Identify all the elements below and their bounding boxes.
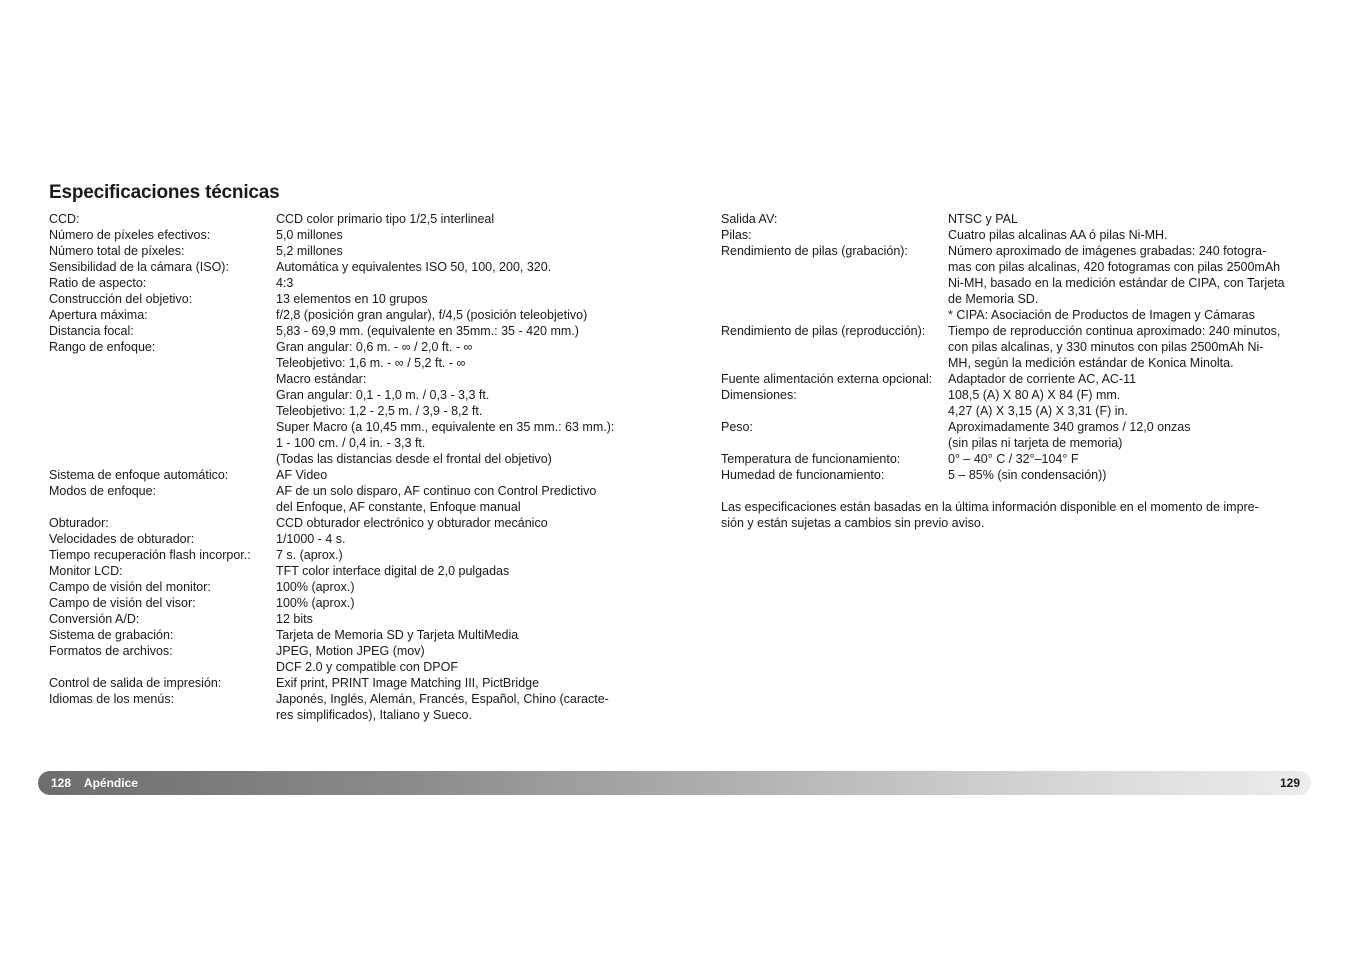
spec-values	[948, 387, 1311, 419]
spec-value: Super Macro (a 10,45 mm., equivalente en 35 mm.: 63 mm.):	[276, 420, 615, 434]
spec-label: Modos de enfoque:	[49, 484, 157, 498]
spec-row	[49, 563, 649, 579]
spec-row	[49, 531, 649, 547]
spec-value: 0° – 40° C / 32°–104° F	[948, 452, 1079, 466]
spec-label: Campo de visión del visor:	[49, 596, 196, 610]
spec-values	[276, 627, 649, 643]
spec-row	[49, 515, 649, 531]
left-page-number: 128	[51, 776, 72, 790]
spec-label: Construcción del objetivo:	[49, 292, 193, 306]
spec-value: 4,27 (A) X 3,15 (A) X 3,31 (F) in.	[948, 404, 1128, 418]
spec-values	[276, 243, 649, 259]
spec-label: Conversión A/D:	[49, 612, 140, 626]
spec-values	[276, 563, 649, 579]
spec-label: Control de salida de impresión:	[49, 676, 222, 690]
spec-value: 5,83 - 69,9 mm. (equivalente en 35mm.: 35 - 420 mm.)	[276, 324, 579, 338]
spec-value: 100% (aprox.)	[276, 580, 355, 594]
spec-value: * CIPA: Asociación de Productos de Imagen y Cámaras	[948, 308, 1255, 322]
spec-row	[49, 483, 649, 515]
spec-value: con pilas alcalinas, y 330 minutos con pilas 2500mAh Ni-	[948, 340, 1264, 354]
spec-values	[276, 467, 649, 483]
spec-row	[49, 611, 649, 627]
spec-values	[276, 595, 649, 611]
spec-list-right	[721, 211, 1311, 531]
spec-row	[49, 547, 649, 563]
spec-row	[721, 467, 1311, 483]
spec-value: Cuatro pilas alcalinas AA ó pilas Ni-MH.	[948, 228, 1168, 242]
spec-values	[276, 227, 649, 243]
spec-row	[721, 419, 1311, 451]
spec-value: 1 - 100 cm. / 0,4 in. - 3,3 ft.	[276, 436, 426, 450]
right-page-number: 129	[1279, 776, 1300, 790]
spec-value: Automática y equivalentes ISO 50, 100, 200, 320.	[276, 260, 552, 274]
spec-value: 5,2 millones	[276, 244, 343, 258]
spec-label: Tiempo recuperación flash incorpor.:	[49, 548, 251, 562]
spec-rows-right	[721, 211, 1311, 483]
spec-values	[276, 611, 649, 627]
page-title: Especificaciones técnicas	[49, 182, 280, 203]
spec-values	[276, 691, 649, 723]
spec-value: Tarjeta de Memoria SD y Tarjeta MultiMedia	[276, 628, 519, 642]
spec-value: CCD obturador electrónico y obturador mecánico	[276, 516, 548, 530]
spec-row	[49, 307, 649, 323]
spec-value: del Enfoque, AF constante, Enfoque manual	[276, 500, 521, 514]
spec-value: JPEG, Motion JPEG (mov)	[276, 644, 425, 658]
spec-label: Idiomas de los menús:	[49, 692, 175, 706]
spec-values	[276, 515, 649, 531]
spec-label: Sistema de grabación:	[49, 628, 174, 642]
spec-value: Aproximadamente 340 gramos / 12,0 onzas	[948, 420, 1191, 434]
spec-values	[948, 467, 1311, 483]
spec-values	[948, 323, 1311, 371]
spec-label: Monitor LCD:	[49, 564, 123, 578]
spec-value: de Memoria SD.	[948, 292, 1039, 306]
spec-row	[721, 323, 1311, 371]
spec-values	[276, 291, 649, 307]
spec-value: CCD color primario tipo 1/2,5 interlineal	[276, 212, 495, 226]
spec-values	[276, 547, 649, 563]
spec-row	[721, 387, 1311, 419]
spec-values	[276, 307, 649, 323]
spec-label: Fuente alimentación externa opcional:	[721, 372, 933, 386]
note-line: sión y están sujetas a cambios sin previo aviso.	[721, 516, 985, 530]
spec-values	[276, 531, 649, 547]
spec-values	[276, 579, 649, 595]
spec-value: Tiempo de reproducción continua aproximado: 240 minutos,	[948, 324, 1281, 338]
spec-row	[721, 243, 1311, 323]
spec-values	[276, 259, 649, 275]
spec-values	[276, 643, 649, 675]
spec-values	[948, 451, 1311, 467]
spec-value: NTSC y PAL	[948, 212, 1018, 226]
spec-row	[721, 211, 1311, 227]
spec-row	[49, 323, 649, 339]
spec-label: Obturador:	[49, 516, 109, 530]
spec-value: 4:3	[276, 276, 294, 290]
spec-label: Formatos de archivos:	[49, 644, 173, 658]
spec-label: Apertura máxima:	[49, 308, 148, 322]
spec-list-left	[49, 211, 649, 723]
spec-value: Ni-MH, basado en la medición estándar de CIPA, con Tarjeta	[948, 276, 1285, 290]
spec-value: (sin pilas ni tarjeta de memoria)	[948, 436, 1123, 450]
spec-label: Número total de píxeles:	[49, 244, 185, 258]
spec-value: Teleobjetivo: 1,2 - 2,5 m. / 3,9 - 8,2 ft.	[276, 404, 483, 418]
spec-label: Número de píxeles efectivos:	[49, 228, 211, 242]
spec-value: 7 s. (aprox.)	[276, 548, 343, 562]
spec-value: Número aproximado de imágenes grabadas: 240 fotogra-	[948, 244, 1267, 258]
footer-left	[51, 776, 148, 790]
spec-label: Ratio de aspecto:	[49, 276, 147, 290]
spec-values	[948, 371, 1311, 387]
spec-value: mas con pilas alcalinas, 420 fotogramas con pilas 2500mAh	[948, 260, 1281, 274]
spec-row	[49, 675, 649, 691]
spec-value: 12 bits	[276, 612, 313, 626]
spec-label: Temperatura de funcionamiento:	[721, 452, 901, 466]
spec-row	[49, 275, 649, 291]
spec-values	[948, 227, 1311, 243]
spec-label: Rendimiento de pilas (reproducción):	[721, 324, 926, 338]
spec-row	[721, 451, 1311, 467]
spec-row	[49, 595, 649, 611]
spec-values	[948, 419, 1311, 451]
spec-value: 100% (aprox.)	[276, 596, 355, 610]
spec-value: f/2,8 (posición gran angular), f/4,5 (posición teleobjetivo)	[276, 308, 588, 322]
section-name: Apéndice	[83, 776, 138, 790]
spec-values	[276, 675, 649, 691]
spec-label: Sensibilidad de la cámara (ISO):	[49, 260, 229, 274]
spec-value: Gran angular: 0,6 m. - ∞ / 2,0 ft. - ∞	[276, 340, 473, 354]
disclaimer-note	[721, 499, 1311, 531]
spec-label: Velocidades de obturador:	[49, 532, 195, 546]
note-line: Las especificaciones están basadas en la última información disponible en el momento de impre-	[721, 500, 1259, 514]
spec-value: Macro estándar:	[276, 372, 367, 386]
spec-values	[948, 211, 1311, 227]
spec-row	[49, 643, 649, 675]
spec-row	[49, 579, 649, 595]
spec-value: (Todas las distancias desde el frontal del objetivo)	[276, 452, 552, 466]
spec-value: 108,5 (A) X 80 A) X 84 (F) mm.	[948, 388, 1121, 402]
spec-row	[49, 291, 649, 307]
spec-values	[276, 323, 649, 339]
spec-value: Japonés, Inglés, Alemán, Francés, Español, Chino (caracte-	[276, 692, 609, 706]
spec-row	[49, 467, 649, 483]
spec-label: Salida AV:	[721, 212, 778, 226]
spec-row	[721, 371, 1311, 387]
footer-bar	[38, 771, 1311, 795]
spec-row	[49, 259, 649, 275]
spec-row	[49, 627, 649, 643]
spec-label: Sistema de enfoque automático:	[49, 468, 229, 482]
spec-value: res simplificados), Italiano y Sueco.	[276, 708, 472, 722]
spec-label: Peso:	[721, 420, 753, 434]
spec-value: DCF 2.0 y compatible con DPOF	[276, 660, 459, 674]
spec-values	[276, 339, 649, 467]
spec-label: Distancia focal:	[49, 324, 134, 338]
spec-label: CCD:	[49, 212, 80, 226]
spec-label: Pilas:	[721, 228, 752, 242]
spec-value: AF Video	[276, 468, 328, 482]
spec-label: Rango de enfoque:	[49, 340, 156, 354]
spec-value: 13 elementos en 10 grupos	[276, 292, 428, 306]
spec-value: 5,0 millones	[276, 228, 343, 242]
spec-values	[948, 243, 1311, 323]
spec-value: Adaptador de corriente AC, AC-11	[948, 372, 1137, 386]
spec-label: Humedad de funcionamiento:	[721, 468, 885, 482]
spec-label: Campo de visión del monitor:	[49, 580, 211, 594]
spec-value: Teleobjetivo: 1,6 m. - ∞ / 5,2 ft. - ∞	[276, 356, 466, 370]
spec-value: Gran angular: 0,1 - 1,0 m. / 0,3 - 3,3 ft.	[276, 388, 490, 402]
spec-value: TFT color interface digital de 2,0 pulgadas	[276, 564, 510, 578]
spec-row	[49, 243, 649, 259]
spec-value: MH, según la medición estándar de Konica Minolta.	[948, 356, 1234, 370]
spec-label: Rendimiento de pilas (grabación):	[721, 244, 908, 258]
spec-row	[49, 339, 649, 467]
spec-value: AF de un solo disparo, AF continuo con Control Predictivo	[276, 484, 597, 498]
spec-row	[721, 227, 1311, 243]
spec-value: Exif print, PRINT Image Matching III, PictBridge	[276, 676, 540, 690]
spec-values	[276, 483, 649, 515]
spec-row	[49, 211, 649, 227]
spec-values	[276, 211, 649, 227]
spec-values	[276, 275, 649, 291]
spec-row	[49, 227, 649, 243]
spec-row	[49, 691, 649, 723]
spec-label: Dimensiones:	[721, 388, 797, 402]
spec-value: 1/1000 - 4 s.	[276, 532, 346, 546]
spec-value: 5 – 85% (sin condensación))	[948, 468, 1107, 482]
